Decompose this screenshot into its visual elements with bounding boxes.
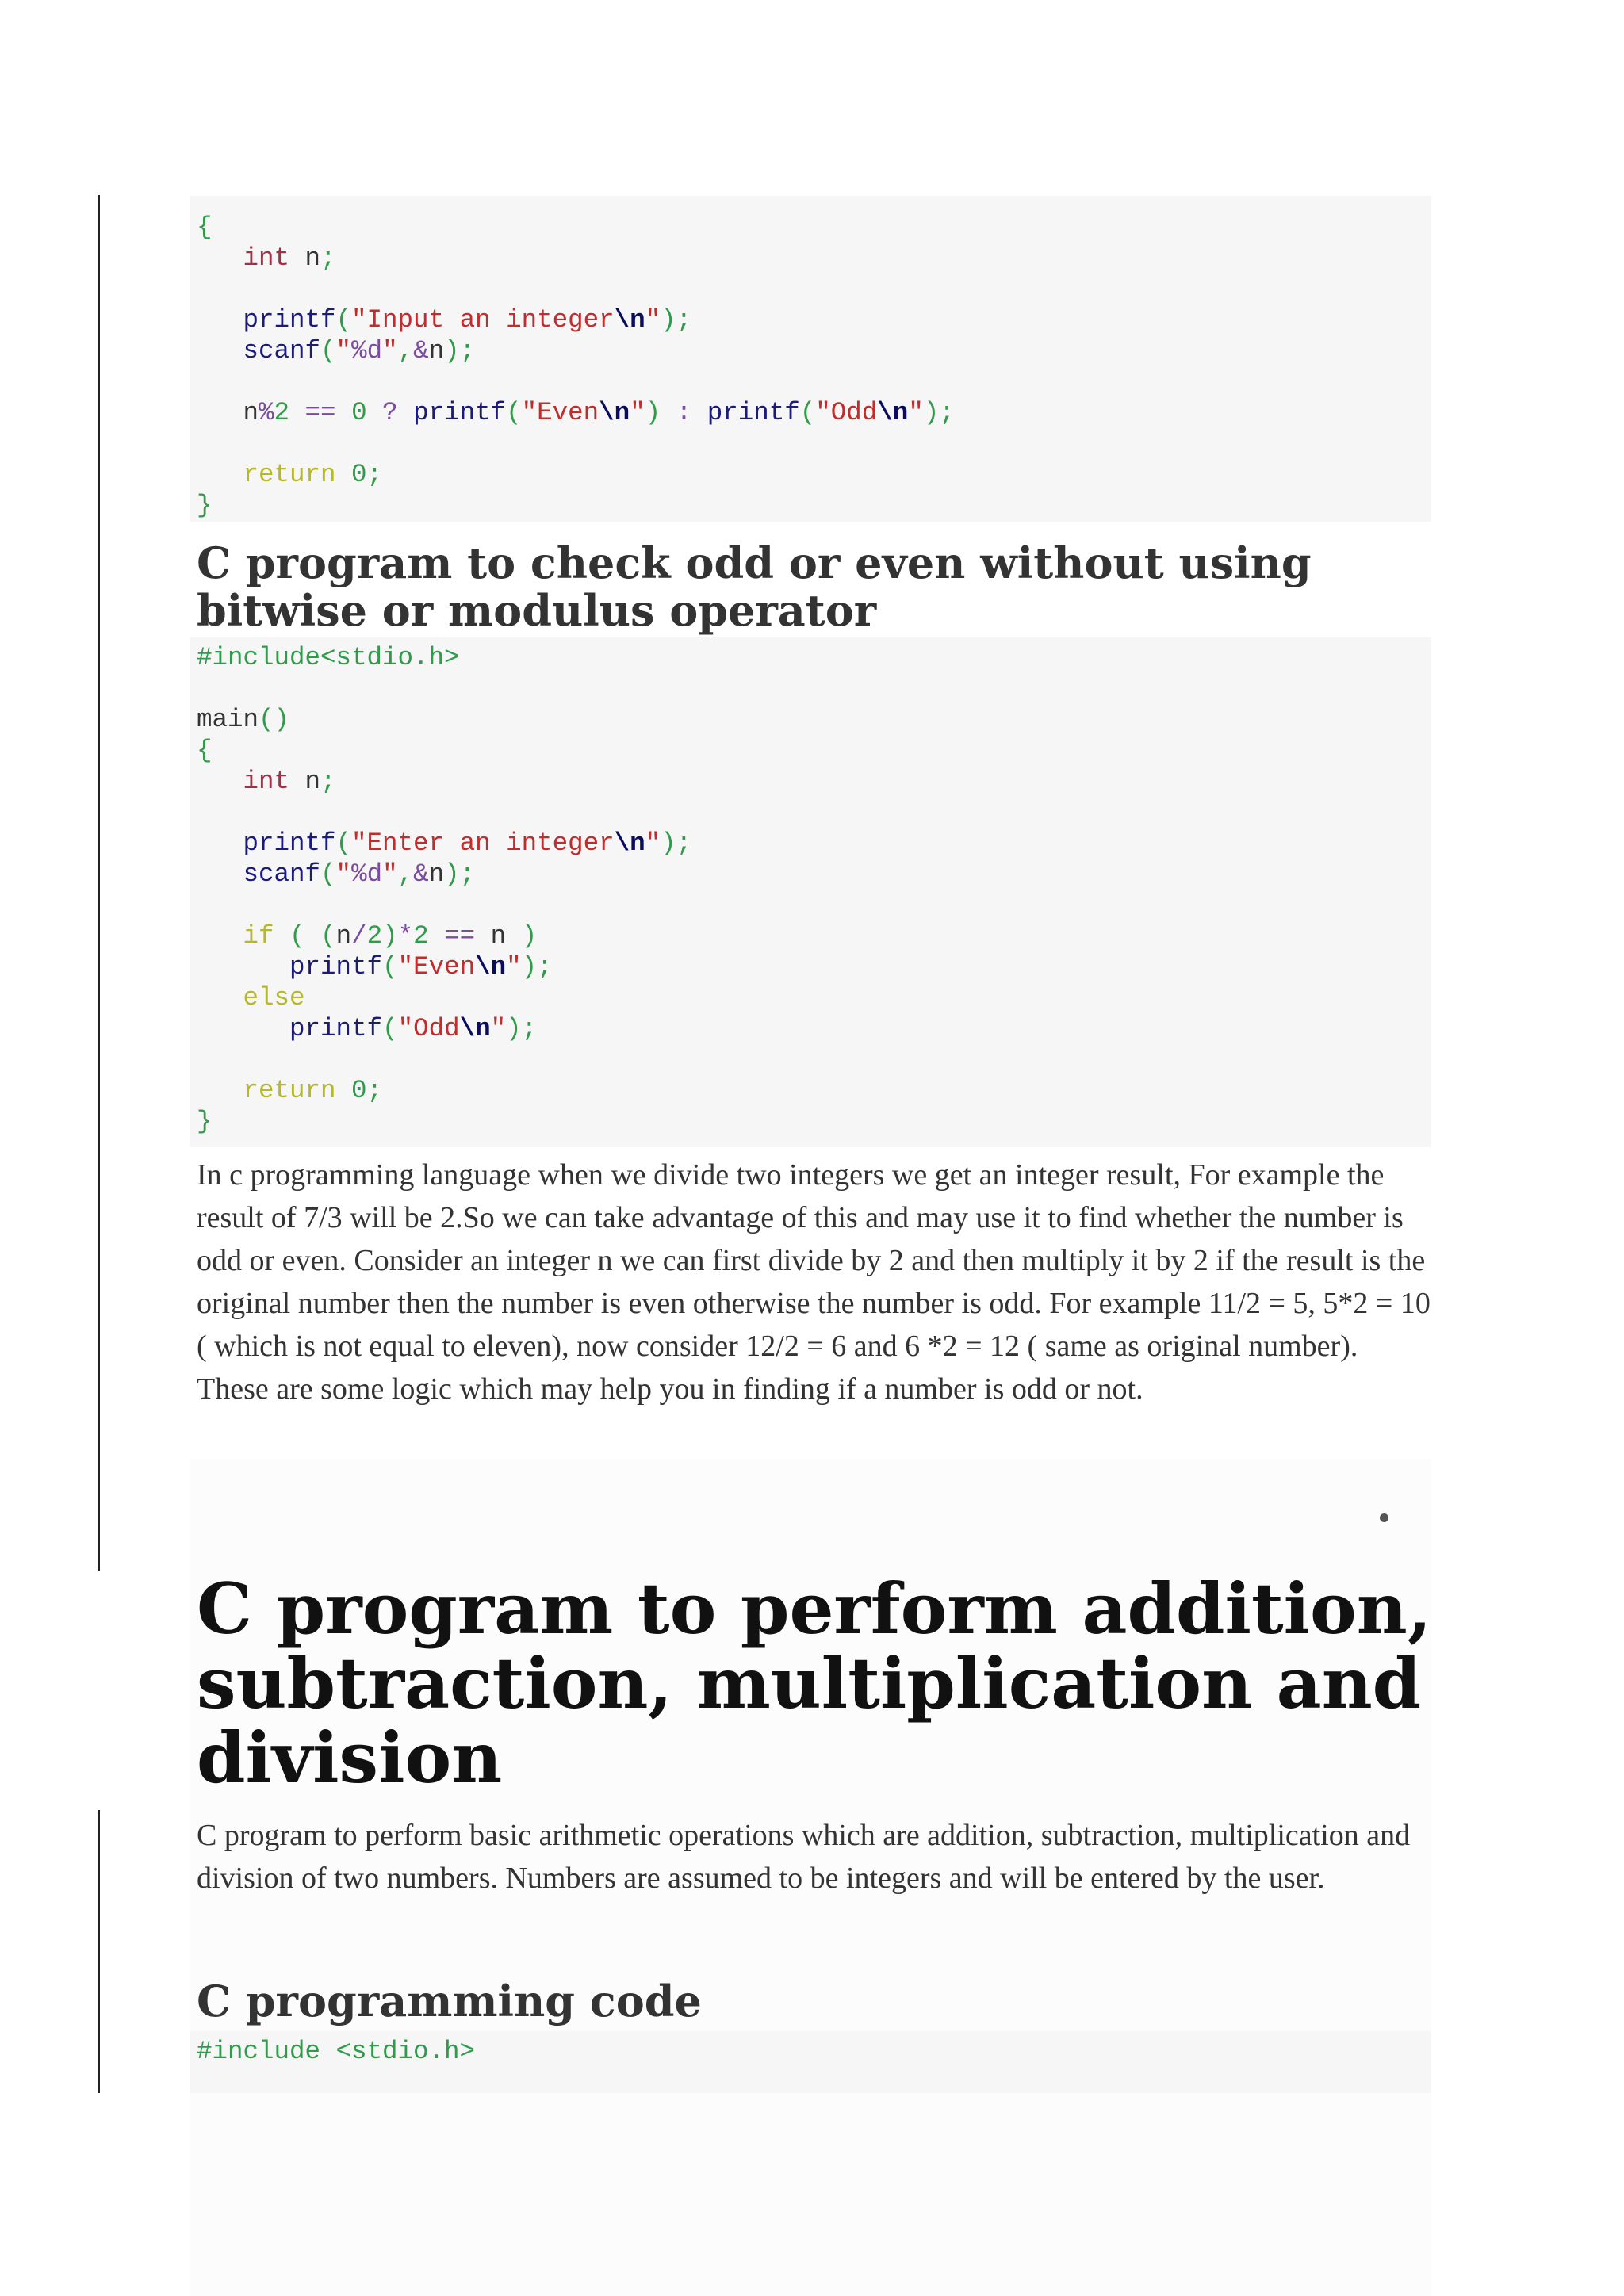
code-token: ( <box>335 305 352 335</box>
code-line <box>197 397 955 428</box>
code-token: " <box>490 1014 507 1043</box>
code-token: ) <box>645 398 676 427</box>
code-token: , <box>397 859 414 889</box>
code-token: #include <stdio.h> <box>197 2037 476 2066</box>
code-block-odd-even-division <box>190 637 1431 1147</box>
code-token: ) <box>382 921 398 951</box>
code-line <box>197 766 336 797</box>
code-token: 0 <box>335 398 383 427</box>
code-token: == <box>444 921 476 951</box>
code-line <box>197 304 691 335</box>
code-block-odd-even-ternary <box>190 196 1431 522</box>
code-token: int <box>197 767 290 796</box>
code-token: ( <box>506 398 522 427</box>
code-token: return <box>197 460 336 489</box>
code-token: ( <box>799 398 816 427</box>
code-token: n <box>335 921 352 951</box>
code-line <box>197 1106 213 1137</box>
code-token: : <box>676 398 692 427</box>
code-token: 2 <box>366 921 383 951</box>
code-token: \n <box>877 398 909 427</box>
code-token: } <box>197 491 213 520</box>
code-token: ( <box>320 859 336 889</box>
left-margin-bar-upper <box>98 195 100 1571</box>
code-token: n <box>289 243 321 273</box>
code-token: & <box>413 859 429 889</box>
code-token: } <box>197 1107 213 1136</box>
code-line <box>197 335 475 366</box>
code-token: ( <box>382 952 398 982</box>
code-token: printf <box>197 1014 383 1043</box>
code-token: #include<stdio.h> <box>197 643 460 672</box>
code-token: "Even <box>521 398 599 427</box>
code-token: ( <box>320 336 336 365</box>
code-token: scanf <box>197 336 321 365</box>
code-token: ; <box>366 1076 383 1105</box>
code-token: ); <box>661 305 692 335</box>
code-token: else <box>197 983 305 1012</box>
code-token: " <box>506 952 522 982</box>
code-token: %d <box>351 336 383 365</box>
code-line <box>197 1013 537 1044</box>
code-token: 0 <box>335 1076 367 1105</box>
code-token: ); <box>923 398 955 427</box>
code-token: "Odd <box>815 398 878 427</box>
code-line <box>197 2036 475 2067</box>
code-line <box>197 243 336 274</box>
code-token: n <box>428 336 445 365</box>
code-line <box>197 859 475 890</box>
code-token: { <box>197 736 213 765</box>
code-token: ( <box>320 921 336 951</box>
code-token: n <box>475 921 522 951</box>
code-token: 2 <box>274 398 305 427</box>
code-token: ); <box>506 1014 538 1043</box>
code-token: scanf <box>197 859 321 889</box>
code-line <box>197 704 289 735</box>
code-token: printf <box>197 828 336 858</box>
code-token: " <box>630 398 645 427</box>
code-token: 0 <box>335 460 367 489</box>
paragraph-arithmetic-intro: C program to perform basic arithmetic operations which are addition, subtraction, multiplication and division of two numbers. Numbers are assumed to be integers and will be entered by the user. <box>197 1819 1411 1895</box>
code-token: return <box>197 1076 336 1105</box>
code-token: " <box>645 828 661 858</box>
code-token: %d <box>351 859 383 889</box>
heading-arithmetic-program: C program to perform addition, subtraction, multiplication and division <box>197 1567 1432 1799</box>
code-token: ; <box>366 460 383 489</box>
code-token: ; <box>320 767 336 796</box>
code-token: printf <box>197 952 383 982</box>
heading-programming-code: C programming code <box>197 1976 702 2026</box>
code-token: " <box>335 336 352 365</box>
code-token: ); <box>661 828 692 858</box>
code-token: int <box>197 243 290 273</box>
code-token: == <box>304 398 336 427</box>
code-token: / <box>351 921 367 951</box>
code-token: "Input an integer <box>351 305 615 335</box>
code-token: printf <box>197 305 336 335</box>
code-token: \n <box>614 828 645 858</box>
code-token: \n <box>459 1014 491 1043</box>
code-token: n <box>289 767 321 796</box>
code-token: ( <box>382 1014 398 1043</box>
code-token: " <box>382 859 398 889</box>
code-token: & <box>413 336 429 365</box>
code-token: main <box>197 705 259 734</box>
code-token: "Even <box>397 952 476 982</box>
code-token: ); <box>444 336 476 365</box>
left-margin-bar-lower <box>98 1810 100 2093</box>
code-line <box>197 490 213 521</box>
code-line <box>197 828 691 859</box>
code-token: printf <box>397 398 507 427</box>
code-line <box>197 459 382 490</box>
code-token: , <box>397 336 414 365</box>
code-token: 2 <box>413 921 445 951</box>
code-token: " <box>645 305 661 335</box>
code-token: ; <box>320 243 336 273</box>
code-line <box>197 642 460 673</box>
code-token: "Odd <box>397 1014 460 1043</box>
code-line <box>197 1075 382 1106</box>
code-token: * <box>397 921 414 951</box>
code-line <box>197 920 537 951</box>
code-token: ( <box>335 828 352 858</box>
code-token: if <box>197 921 274 951</box>
code-token: \n <box>475 952 507 982</box>
code-token: ); <box>521 952 553 982</box>
code-block-arithmetic-include <box>190 2031 1431 2093</box>
code-token: "Enter an integer <box>351 828 615 858</box>
code-token: ( <box>274 921 321 951</box>
code-token: ); <box>444 859 476 889</box>
bullet-dot <box>1380 1513 1388 1522</box>
code-token: \n <box>614 305 645 335</box>
code-token: () <box>259 705 290 734</box>
code-token: n <box>197 398 259 427</box>
paragraph-division-explanation: In c programming language when we divide two integers we get an integer result, For example the result of 7/3 will be 2.So we can take advantage of this and may use it to find whether the number is odd or even. Consider an integer n we can first divide by 2 and then multiply it by 2 if the result is the original number then the number is even otherwise the number is odd. For example 11/2 = 5, 5*2 = 10 ( which is not equal to eleven), now consider 12/2 = 6 and 6 *2 = 12 ( same as original number). These are some logic which may help you in finding if a number is odd or not. <box>197 1158 1431 1406</box>
code-token: n <box>428 859 445 889</box>
code-token: " <box>335 859 352 889</box>
code-line <box>197 212 213 243</box>
code-token: " <box>382 336 398 365</box>
heading-odd-even-no-bitwise: C program to check odd or even without using bitwise or modulus operator <box>197 538 1312 636</box>
code-line <box>197 951 553 982</box>
code-token: ? <box>382 398 398 427</box>
code-token: \n <box>599 398 630 427</box>
code-token: ) <box>521 921 538 951</box>
code-token: " <box>908 398 924 427</box>
code-token: % <box>259 398 274 427</box>
code-token: printf <box>691 398 800 427</box>
code-line <box>197 735 213 766</box>
code-line <box>197 982 305 1013</box>
code-token: { <box>197 212 213 242</box>
